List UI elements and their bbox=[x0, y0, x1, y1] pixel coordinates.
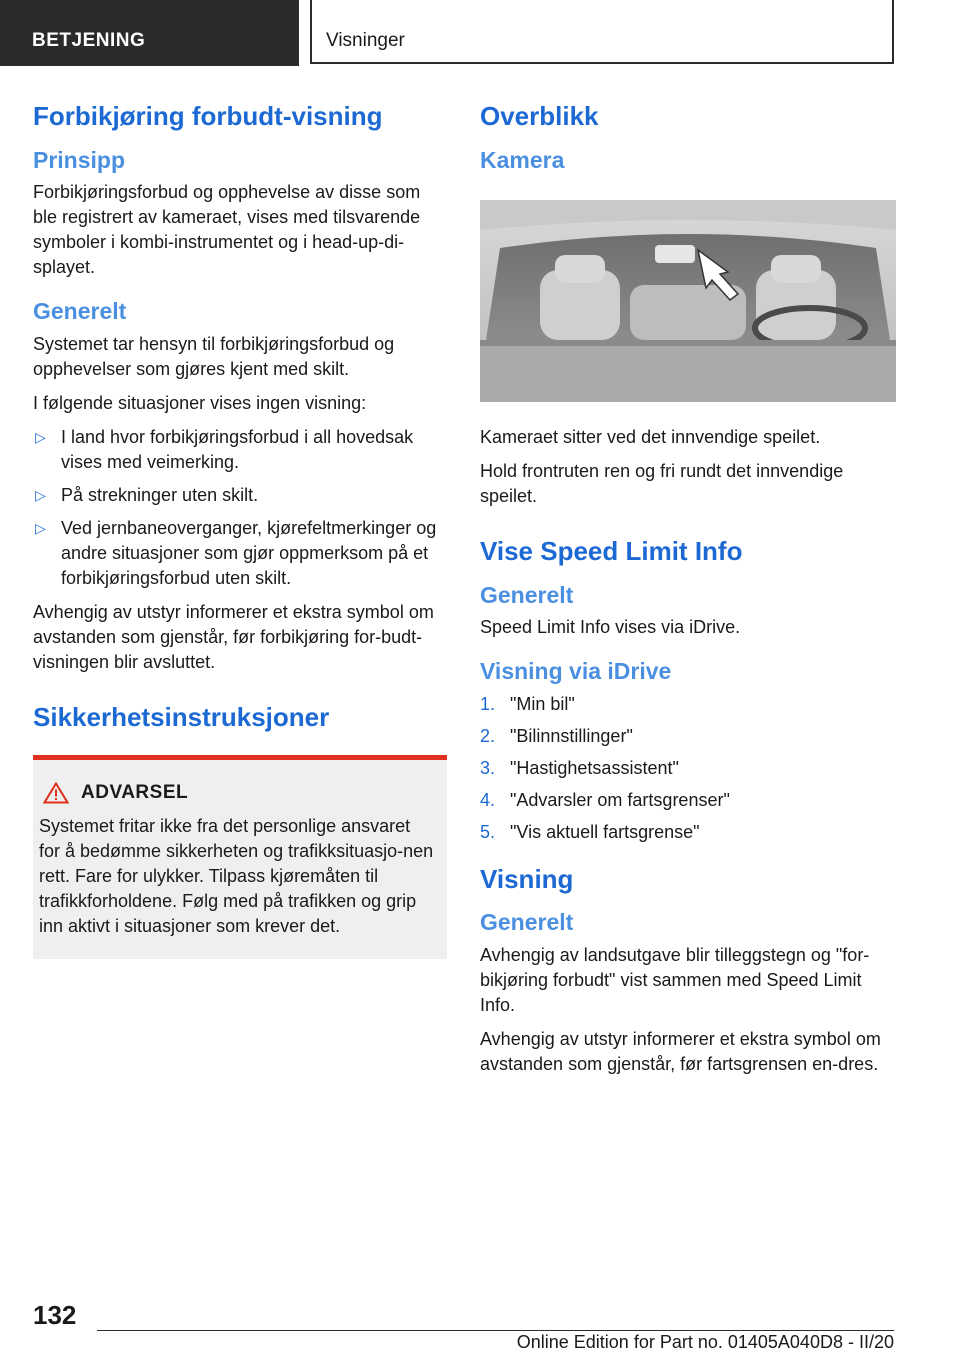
section-visning bbox=[480, 863, 896, 1077]
generelt-text-3: Avhengig av utstyr informerer et ekstra symbol om avstanden som gjenstår, før forbikjøring for-budt-visningen blir avsluttet. bbox=[33, 601, 434, 672]
heading-visning-via-idrive: Visning via iDrive bbox=[480, 658, 672, 685]
section-safety bbox=[33, 701, 447, 960]
heading-visning-generelt: Generelt bbox=[480, 909, 574, 936]
visning-text-1: Avhengig av landsutgave blir tilleggstegn og "for-bikjøring forbudt" vist sammen med Speed Limit Info. bbox=[480, 944, 870, 1015]
kamera-text-1: Kameraet sitter ved det innvendige speilet. bbox=[480, 427, 821, 448]
header-chapter-tab bbox=[310, 0, 894, 64]
visning-text-2: Avhengig av utstyr informerer et ekstra symbol om avstanden som gjenstår, før fartsgrensen en-dres. bbox=[480, 1028, 881, 1074]
heading-prinsipp: Prinsipp bbox=[33, 146, 126, 173]
warning-triangle-icon bbox=[43, 782, 69, 804]
warning-header bbox=[39, 782, 435, 804]
list-item: ▷ I land hvor forbikjøringsforbud i all hovedsak vises med veimerking. bbox=[35, 426, 414, 472]
list-item: 5. "Vis aktuell fartsgrense" bbox=[480, 821, 700, 842]
heading-overblikk: Overblikk bbox=[480, 101, 599, 131]
list-item: 2. "Bilinnstillinger" bbox=[480, 725, 633, 746]
triangle-bullet-icon: ▷ bbox=[35, 519, 46, 536]
warning-label: ADVARSEL bbox=[81, 782, 189, 804]
list-item: 3. "Hastighetsassistent" bbox=[480, 757, 679, 778]
header-section-tab bbox=[0, 0, 299, 66]
heading-vise-speed-limit: Vise Speed Limit Info bbox=[480, 536, 743, 567]
left-column bbox=[33, 100, 447, 959]
list-item: ▷ På strekninger uten skilt. bbox=[33, 483, 447, 508]
heading-generelt: Generelt bbox=[33, 298, 127, 325]
list-item: ▷ Ved jernbaneoverganger, kjørefeltmerkinger og andre situasjoner som gjør oppmerksom på et forbikjøringsforbud uten skilt. bbox=[35, 517, 437, 588]
section-visning-via-idrive bbox=[480, 658, 896, 845]
page-title: Forbikjøring forbudt-visning bbox=[33, 101, 383, 131]
triangle-bullet-icon: ▷ bbox=[35, 486, 46, 503]
heading-vise-generelt: Generelt bbox=[480, 581, 574, 608]
header-chapter-label: Visninger bbox=[326, 30, 405, 51]
page-number: 132 bbox=[33, 1300, 77, 1330]
generelt-text-2: I følgende situasjoner vises ingen visning: bbox=[33, 392, 367, 413]
warning-text: Systemet fritar ikke fra det personlige ansvaret for å bedømme sikkerheten og trafikksituasjo-nen rett. Fare for ulykker. Tilpass kjøremåten til trafikkforholdene. Følg med på trafikken og grip inn aktivt i situasjoner som krever det. bbox=[39, 816, 434, 937]
warning-box bbox=[33, 755, 447, 959]
heading-kamera: Kamera bbox=[480, 146, 565, 173]
footer-edition: Online Edition for Part no. 01405A040D8 - II/20 bbox=[516, 1332, 894, 1352]
section-generelt bbox=[33, 298, 447, 675]
heading-safety: Sikkerhetsinstruksjoner bbox=[33, 701, 330, 732]
right-column bbox=[480, 100, 896, 1086]
list-item: 4. "Advarsler om fartsgrenser" bbox=[480, 789, 730, 810]
generelt-text-1: Systemet tar hensyn til forbikjøringsforbud og opphevelser som gjøres kjent med skilt. bbox=[33, 333, 395, 379]
section-vise-speed-limit bbox=[480, 535, 896, 845]
footer-divider bbox=[97, 1330, 894, 1331]
steps-list bbox=[480, 692, 896, 845]
vise-generelt-text: Speed Limit Info vises via iDrive. bbox=[480, 617, 741, 638]
camera-location-photo bbox=[480, 200, 896, 402]
list-item: 1. "Min bil" bbox=[480, 693, 575, 714]
kamera-text-2: Hold frontruten ren og fri rundt det innvendige speilet. bbox=[480, 461, 844, 507]
triangle-bullet-icon: ▷ bbox=[35, 428, 46, 445]
header-section-label: BETJENING bbox=[32, 30, 146, 51]
heading-visning: Visning bbox=[480, 863, 574, 894]
prinsipp-text: Forbikjøringsforbud og opphevelse av disse som ble registrert av kameraet, vises med tilsvarende symboler i kombi-instrumentet og i head-up-di-splayet. bbox=[33, 182, 421, 278]
bullet-list bbox=[33, 425, 447, 591]
